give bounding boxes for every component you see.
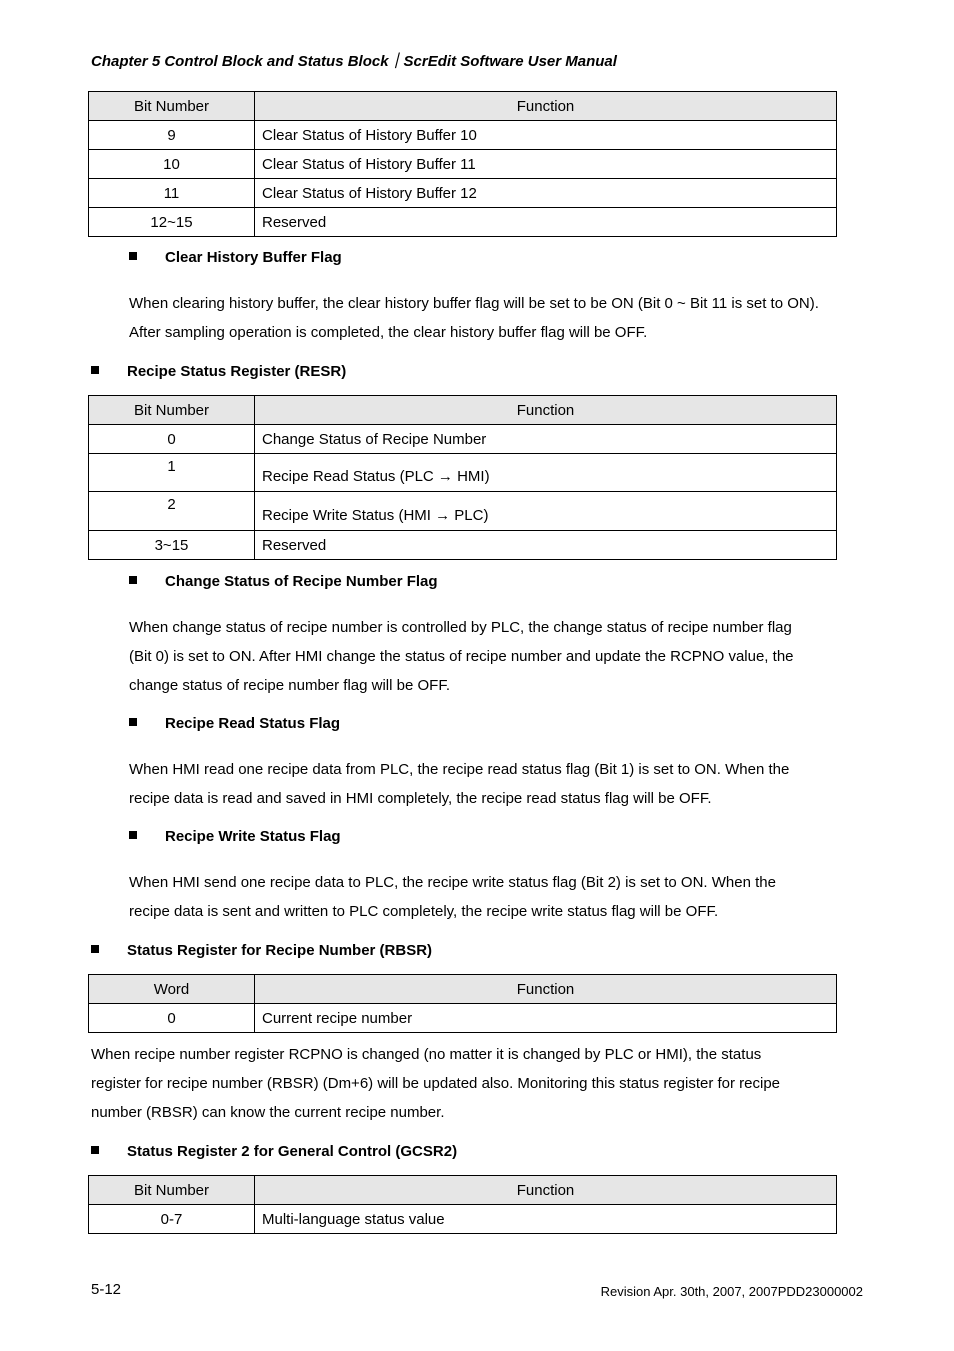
function-cell: Current recipe number xyxy=(255,1004,837,1033)
rbsr-table xyxy=(88,974,837,1033)
table-row xyxy=(89,1004,837,1033)
function-cell: Clear Status of History Buffer 10 xyxy=(255,121,837,150)
square-bullet-icon xyxy=(129,718,137,726)
revision-info: Revision Apr. 30th, 2007, 2007PDD23000002 xyxy=(600,1284,863,1299)
clear-history-paragraph: When clearing history buffer, the clear history buffer flag will be set to be ON (Bit 0 ~ Bit 11 is set to ON). After sampling operation is completed, the clear history buffer flag will be OFF. xyxy=(129,295,819,341)
gcsr2-heading: Status Register 2 for General Control (GCSR2) xyxy=(91,1143,457,1160)
table-row xyxy=(89,179,837,208)
column-header: Bit Number xyxy=(89,92,255,121)
bit-cell: 11 xyxy=(89,179,255,208)
square-bullet-icon xyxy=(91,366,99,374)
table-row xyxy=(89,1205,837,1234)
column-header: Function xyxy=(255,396,837,425)
resr-heading: Recipe Status Register (RESR) xyxy=(91,363,346,380)
square-bullet-icon xyxy=(91,1146,99,1154)
square-bullet-icon xyxy=(129,831,137,839)
word-cell: 0 xyxy=(89,1004,255,1033)
bit-cell: 3~15 xyxy=(89,531,255,560)
square-bullet-icon xyxy=(91,945,99,953)
change-status-heading: Change Status of Recipe Number Flag xyxy=(129,573,438,590)
clear-history-heading: Clear History Buffer Flag xyxy=(129,249,342,266)
function-cell: Change Status of Recipe Number xyxy=(255,425,837,454)
bit-cell: 10 xyxy=(89,150,255,179)
square-bullet-icon xyxy=(129,576,137,584)
page-number: 5-12 xyxy=(91,1281,122,1298)
bit-cell: 0-7 xyxy=(89,1205,255,1234)
function-cell: Clear Status of History Buffer 12 xyxy=(255,179,837,208)
read-status-heading: Recipe Read Status Flag xyxy=(129,715,340,732)
table-row xyxy=(89,121,837,150)
table-row xyxy=(89,492,837,531)
function-cell: Recipe Read Status (PLC → HMI) xyxy=(255,454,837,492)
column-header: Function xyxy=(255,92,837,121)
column-header: Word xyxy=(89,975,255,1004)
column-header: Function xyxy=(255,975,837,1004)
resr-table xyxy=(88,395,837,560)
history-buffer-table xyxy=(88,91,837,237)
function-cell: Recipe Write Status (HMI → PLC) xyxy=(255,492,837,531)
table-row xyxy=(89,150,837,179)
table-row xyxy=(89,425,837,454)
bit-cell: 2 xyxy=(89,492,255,531)
read-status-paragraph: When HMI read one recipe data from PLC, the recipe read status flag (Bit 1) is set to ON. When the recipe data is read and saved in HMI completely, the recipe read status flag will be OFF. xyxy=(129,761,790,807)
function-cell: Reserved xyxy=(255,208,837,237)
bit-cell: 9 xyxy=(89,121,255,150)
square-bullet-icon xyxy=(129,252,137,260)
bit-cell: 0 xyxy=(89,425,255,454)
bit-cell: 12~15 xyxy=(89,208,255,237)
bit-cell: 1 xyxy=(89,454,255,492)
function-cell: Multi-language status value xyxy=(255,1205,837,1234)
table-row xyxy=(89,208,837,237)
change-status-paragraph: When change status of recipe number is controlled by PLC, the change status of recipe number flag (Bit 0) is set to ON. After HMI change the status of recipe number and update the RCPNO value, the change status of recipe number flag will be OFF. xyxy=(129,619,794,694)
column-header: Bit Number xyxy=(89,1176,255,1205)
table-row xyxy=(89,531,837,560)
function-cell: Clear Status of History Buffer 11 xyxy=(255,150,837,179)
table-row xyxy=(89,454,837,492)
gcsr2-table xyxy=(88,1175,837,1234)
rbsr-paragraph: When recipe number register RCPNO is changed (no matter it is changed by PLC or HMI), the status register for recipe number (RBSR) (Dm+6) will be updated also. Monitoring this status register for recipe number (RBSR) can know the current recipe number. xyxy=(91,1046,781,1121)
function-cell: Reserved xyxy=(255,531,837,560)
rbsr-heading: Status Register for Recipe Number (RBSR) xyxy=(91,942,432,959)
write-status-paragraph: When HMI send one recipe data to PLC, the recipe write status flag (Bit 2) is set to ON. When the recipe data is sent and written to PLC completely, the recipe write status flag will be OFF. xyxy=(129,874,776,920)
column-header: Function xyxy=(255,1176,837,1205)
column-header: Bit Number xyxy=(89,396,255,425)
write-status-heading: Recipe Write Status Flag xyxy=(129,828,341,845)
page-header: Chapter 5 Control Block and Status Block｜ScrEdit Software User Manual xyxy=(91,53,617,70)
